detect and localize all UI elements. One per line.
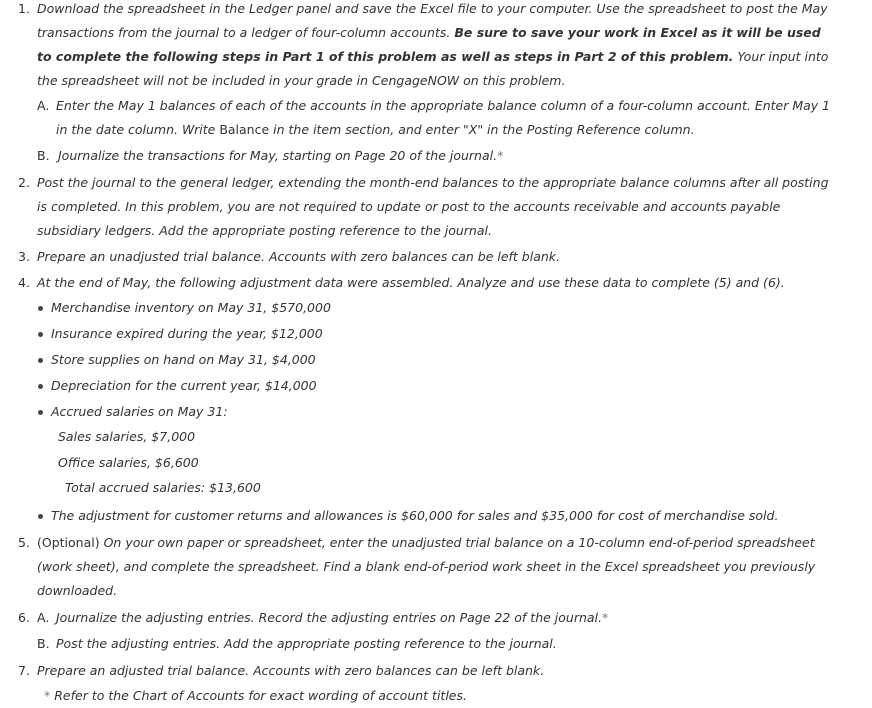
step-1-line-2-bold: Be sure to save your work in Excel as it will be used [454,25,821,40]
step-5-line-3: downloaded. [37,583,118,598]
bullet-depreciation: Depreciation for the current year, $14,000 [51,378,317,393]
asterisk-mark: * [602,610,609,625]
bullet-dot [38,332,43,337]
step-1-line-4: the spreadsheet will not be included in your grade in CengageNOW on this problem. [37,73,566,88]
bullet-dot [38,358,43,363]
step-1-line-3-text: Your input into [737,49,829,64]
step-7-line-1: Prepare an adjusted trial balance. Accounts with zero balances can be left blank. [37,663,545,678]
step-4-number: 4. [18,275,30,290]
step-4-line-1: At the end of May, the following adjustment data were assembled. Analyze and use these data to complete (5) and (6). [37,275,785,290]
step-2-line-2: is completed. In this problem, you are not required to update or post to the accounts receivable and accounts payable [37,199,781,214]
step-1a-balance-word: Balance [219,122,270,137]
step-7-number: 7. [18,663,30,678]
sales-salaries: Sales salaries, $7,000 [58,429,196,444]
step-2-number: 2. [18,175,30,190]
bullet-store-supplies: Store supplies on hand on May 31, $4,000 [51,352,316,367]
step-5-line-1 [37,535,815,551]
bullet-dot [38,384,43,389]
asterisk-mark: * [497,148,504,163]
office-salaries: Office salaries, $6,600 [58,455,199,470]
step-1b-line-1 [58,148,503,164]
bullet-dot [38,306,43,311]
bullet-accrued-salaries: Accrued salaries on May 31: [51,404,228,419]
step-5-optional: (Optional) [37,535,100,550]
step-6-number: 6. [18,610,30,625]
step-6b-label: B. [37,636,50,651]
step-2-line-3: subsidiary ledgers. Add the appropriate posting reference to the journal. [37,223,492,238]
step-6b-line-1: Post the adjusting entries. Add the appropriate posting reference to the journal. [56,636,557,651]
footnote-text: Refer to the Chart of Accounts for exact wording of account titles. [54,688,467,703]
step-1a-line-2-a: in the date column. Write [56,122,216,137]
step-2-line-1: Post the journal to the general ledger, extending the month-end balances to the appropriate balance columns after all posting [37,175,829,190]
bullet-returns-allowances: The adjustment for customer returns and allowances is $60,000 for sales and $35,000 for cost of merchandise sold. [51,508,779,523]
footnote [44,688,467,704]
step-1-line-2 [37,25,821,41]
step-3-number: 3. [18,249,30,264]
step-1b-text: Journalize the transactions for May, starting on Page 20 of the journal. [58,148,498,163]
step-6a-text: Journalize the adjusting entries. Record the adjusting entries on Page 22 of the journal. [56,610,602,625]
footnote-asterisk: * [44,688,51,703]
step-1a-line-2 [56,122,695,138]
step-1-line-3 [37,49,828,65]
total-accrued-salaries: Total accrued salaries: $13,600 [65,480,261,495]
step-1-line-2-text: transactions from the journal to a ledger of four-column accounts. [37,25,451,40]
step-5-line-2: (work sheet), and complete the spreadsheet. Find a blank end-of-period work sheet in the Excel spreadsheet you previously [37,559,816,574]
step-1-line-3-bold: to complete the following steps in Part 1 of this problem as well as steps in Part 2 of this problem. [37,49,734,64]
bullet-dot [38,514,43,519]
step-1a-label: A. [37,98,50,113]
step-1b-label: B. [37,148,50,163]
bullet-insurance-expired: Insurance expired during the year, $12,000 [51,326,323,341]
step-6a-line-1 [56,610,608,626]
step-1a-line-2-c: in the item section, and enter "X" in the Posting Reference column. [273,122,695,137]
bullet-dot [38,410,43,415]
step-1a-line-1: Enter the May 1 balances of each of the accounts in the appropriate balance column of a four-column account. Enter May 1 [56,98,831,113]
step-3-line-1: Prepare an unadjusted trial balance. Accounts with zero balances can be left blank. [37,249,560,264]
step-5-number: 5. [18,535,30,550]
step-1-line-1: Download the spreadsheet in the Ledger panel and save the Excel file to your computer. Use the spreadsheet to post the May [37,1,828,16]
bullet-merchandise-inventory: Merchandise inventory on May 31, $570,000 [51,300,331,315]
step-6a-label: A. [37,610,50,625]
step-5-line-1-text: On your own paper or spreadsheet, enter the unadjusted trial balance on a 10-column end-of-period spreadsheet [103,535,815,550]
step-1-number: 1. [18,1,30,16]
